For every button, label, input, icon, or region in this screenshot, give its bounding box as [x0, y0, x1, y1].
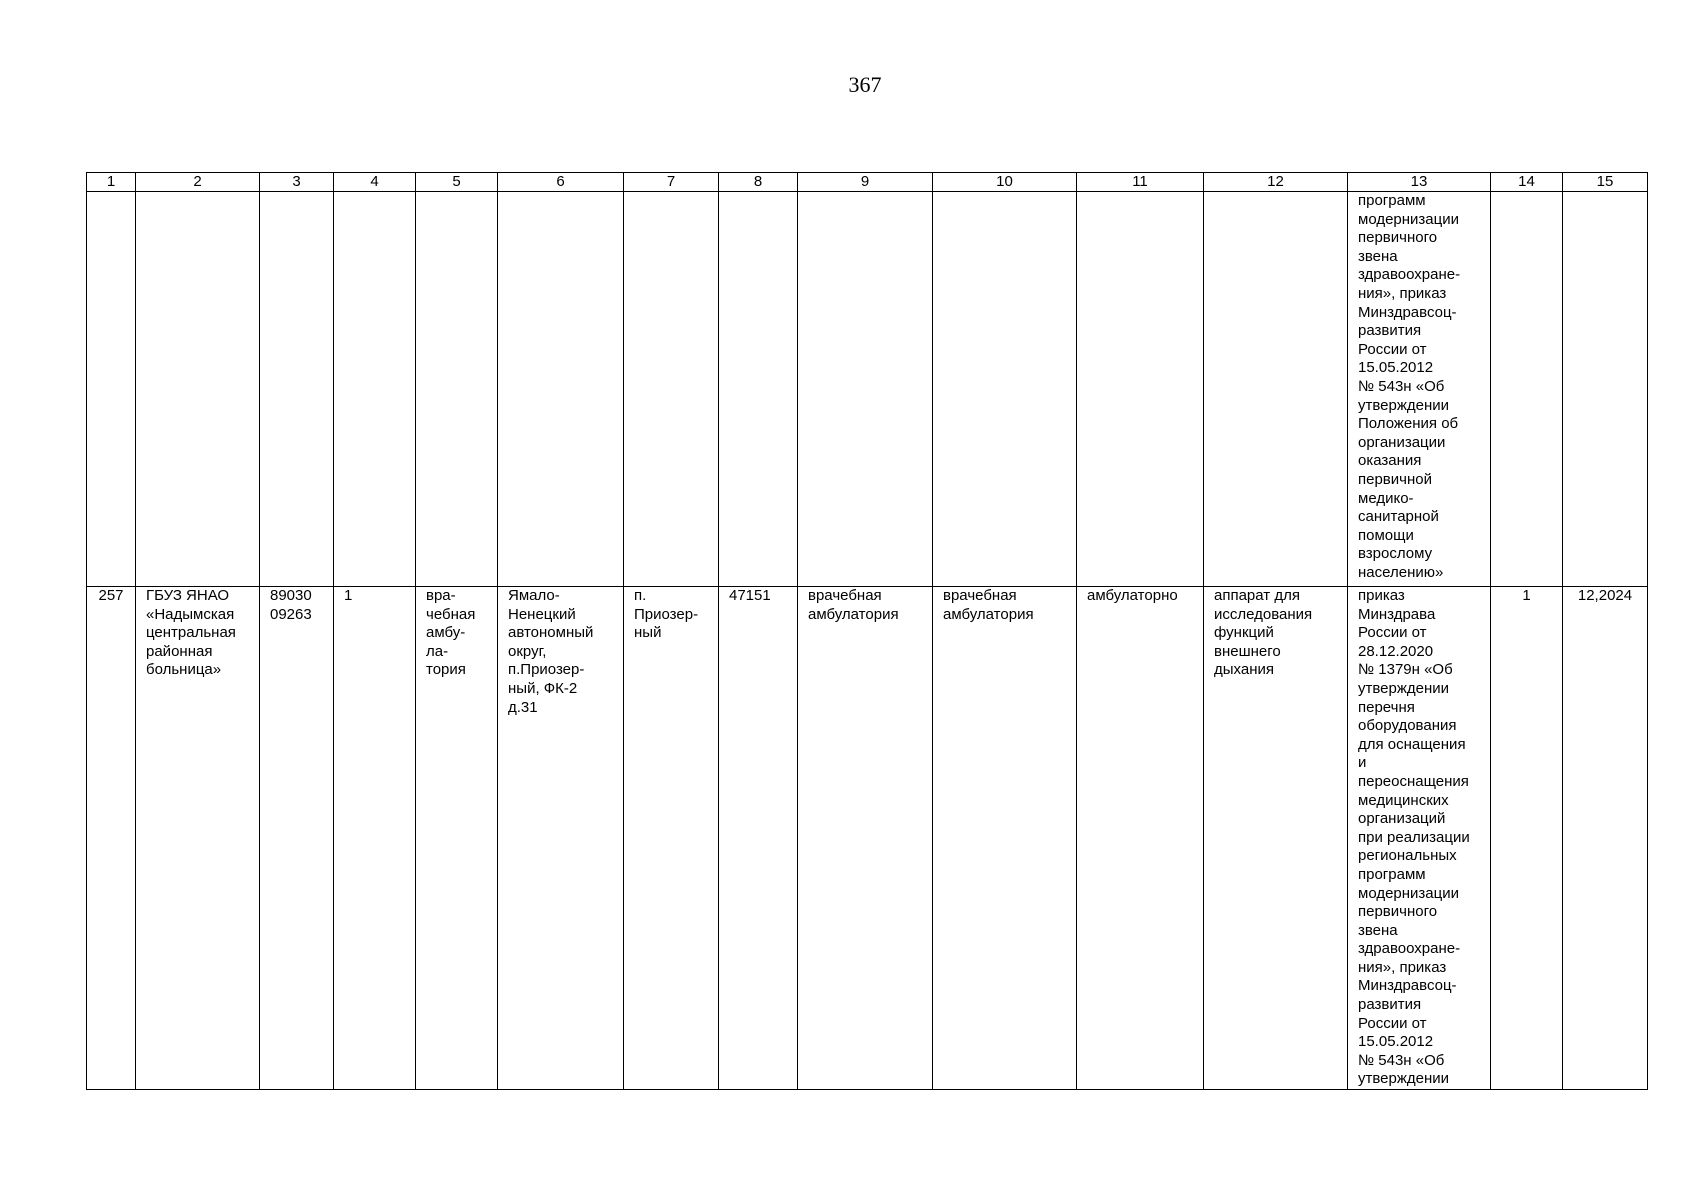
column-header-13: 13	[1348, 173, 1491, 192]
column-header-1: 1	[87, 173, 136, 192]
cell-address: Ямало- Ненецкий автономный округ, п.Приозер- ный, ФК-2 д.31	[498, 587, 624, 1090]
table-row	[87, 587, 1648, 1090]
cell-locality: п. Приозер- ный	[624, 587, 719, 1090]
cell-col9: врачебная амбулатория	[798, 587, 933, 1090]
column-header-10: 10	[933, 173, 1077, 192]
cell-organization: ГБУЗ ЯНАО «Надымская центральная районная больница»	[136, 587, 260, 1090]
header-row	[87, 173, 1648, 192]
cell-row-number	[87, 192, 136, 587]
column-header-3: 3	[260, 173, 334, 192]
column-header-15: 15	[1563, 173, 1648, 192]
column-header-14: 14	[1491, 173, 1563, 192]
cell-col11	[1077, 192, 1204, 587]
table-row-continuation	[87, 192, 1648, 587]
column-header-8: 8	[719, 173, 798, 192]
cell-legal-basis: программ модернизации первичного звена здравоохране- ния», приказ Минздравсоц- развития России от 15.05.2012 № 543н «Об утверждении Положения об организации оказания первичной медико- санитарной помощи взрослому населению»	[1348, 192, 1491, 587]
cell-col4: 1	[334, 587, 416, 1090]
registry-table	[86, 172, 1648, 1090]
cell-col8	[719, 192, 798, 587]
cell-col10: врачебная амбулатория	[933, 587, 1077, 1090]
cell-legal-basis: приказ Минздрава России от 28.12.2020 № 1379н «Об утверждении перечня оборудования для оснащения и переоснащения медицинских организаций при реализации региональных программ модернизации первичного звена здравоохране- ния», приказ Минздравсоц- развития России от 15.05.2012 № 543н «Об утверждении	[1348, 587, 1491, 1090]
page-number: 367	[848, 72, 882, 97]
cell-col4	[334, 192, 416, 587]
cell-unit-type	[416, 192, 498, 587]
column-header-7: 7	[624, 173, 719, 192]
cell-code	[260, 192, 334, 587]
cell-period: 12,2024	[1563, 587, 1648, 1090]
column-header-5: 5	[416, 173, 498, 192]
column-header-4: 4	[334, 173, 416, 192]
cell-organization	[136, 192, 260, 587]
cell-col9	[798, 192, 933, 587]
cell-equipment	[1204, 192, 1348, 587]
cell-period	[1563, 192, 1648, 587]
column-header-11: 11	[1077, 173, 1204, 192]
column-header-12: 12	[1204, 173, 1348, 192]
cell-locality	[624, 192, 719, 587]
cell-unit-type: вра- чебная амбу- ла- тория	[416, 587, 498, 1090]
cell-quantity	[1491, 192, 1563, 587]
cell-equipment: аппарат для исследования функций внешнего дыхания	[1204, 587, 1348, 1090]
column-header-6: 6	[498, 173, 624, 192]
cell-address	[498, 192, 624, 587]
cell-col8: 47151	[719, 587, 798, 1090]
cell-quantity: 1	[1491, 587, 1563, 1090]
column-header-9: 9	[798, 173, 933, 192]
column-header-2: 2	[136, 173, 260, 192]
cell-row-number: 257	[87, 587, 136, 1090]
cell-col10	[933, 192, 1077, 587]
cell-col11: амбулаторно	[1077, 587, 1204, 1090]
cell-code: 89030 09263	[260, 587, 334, 1090]
